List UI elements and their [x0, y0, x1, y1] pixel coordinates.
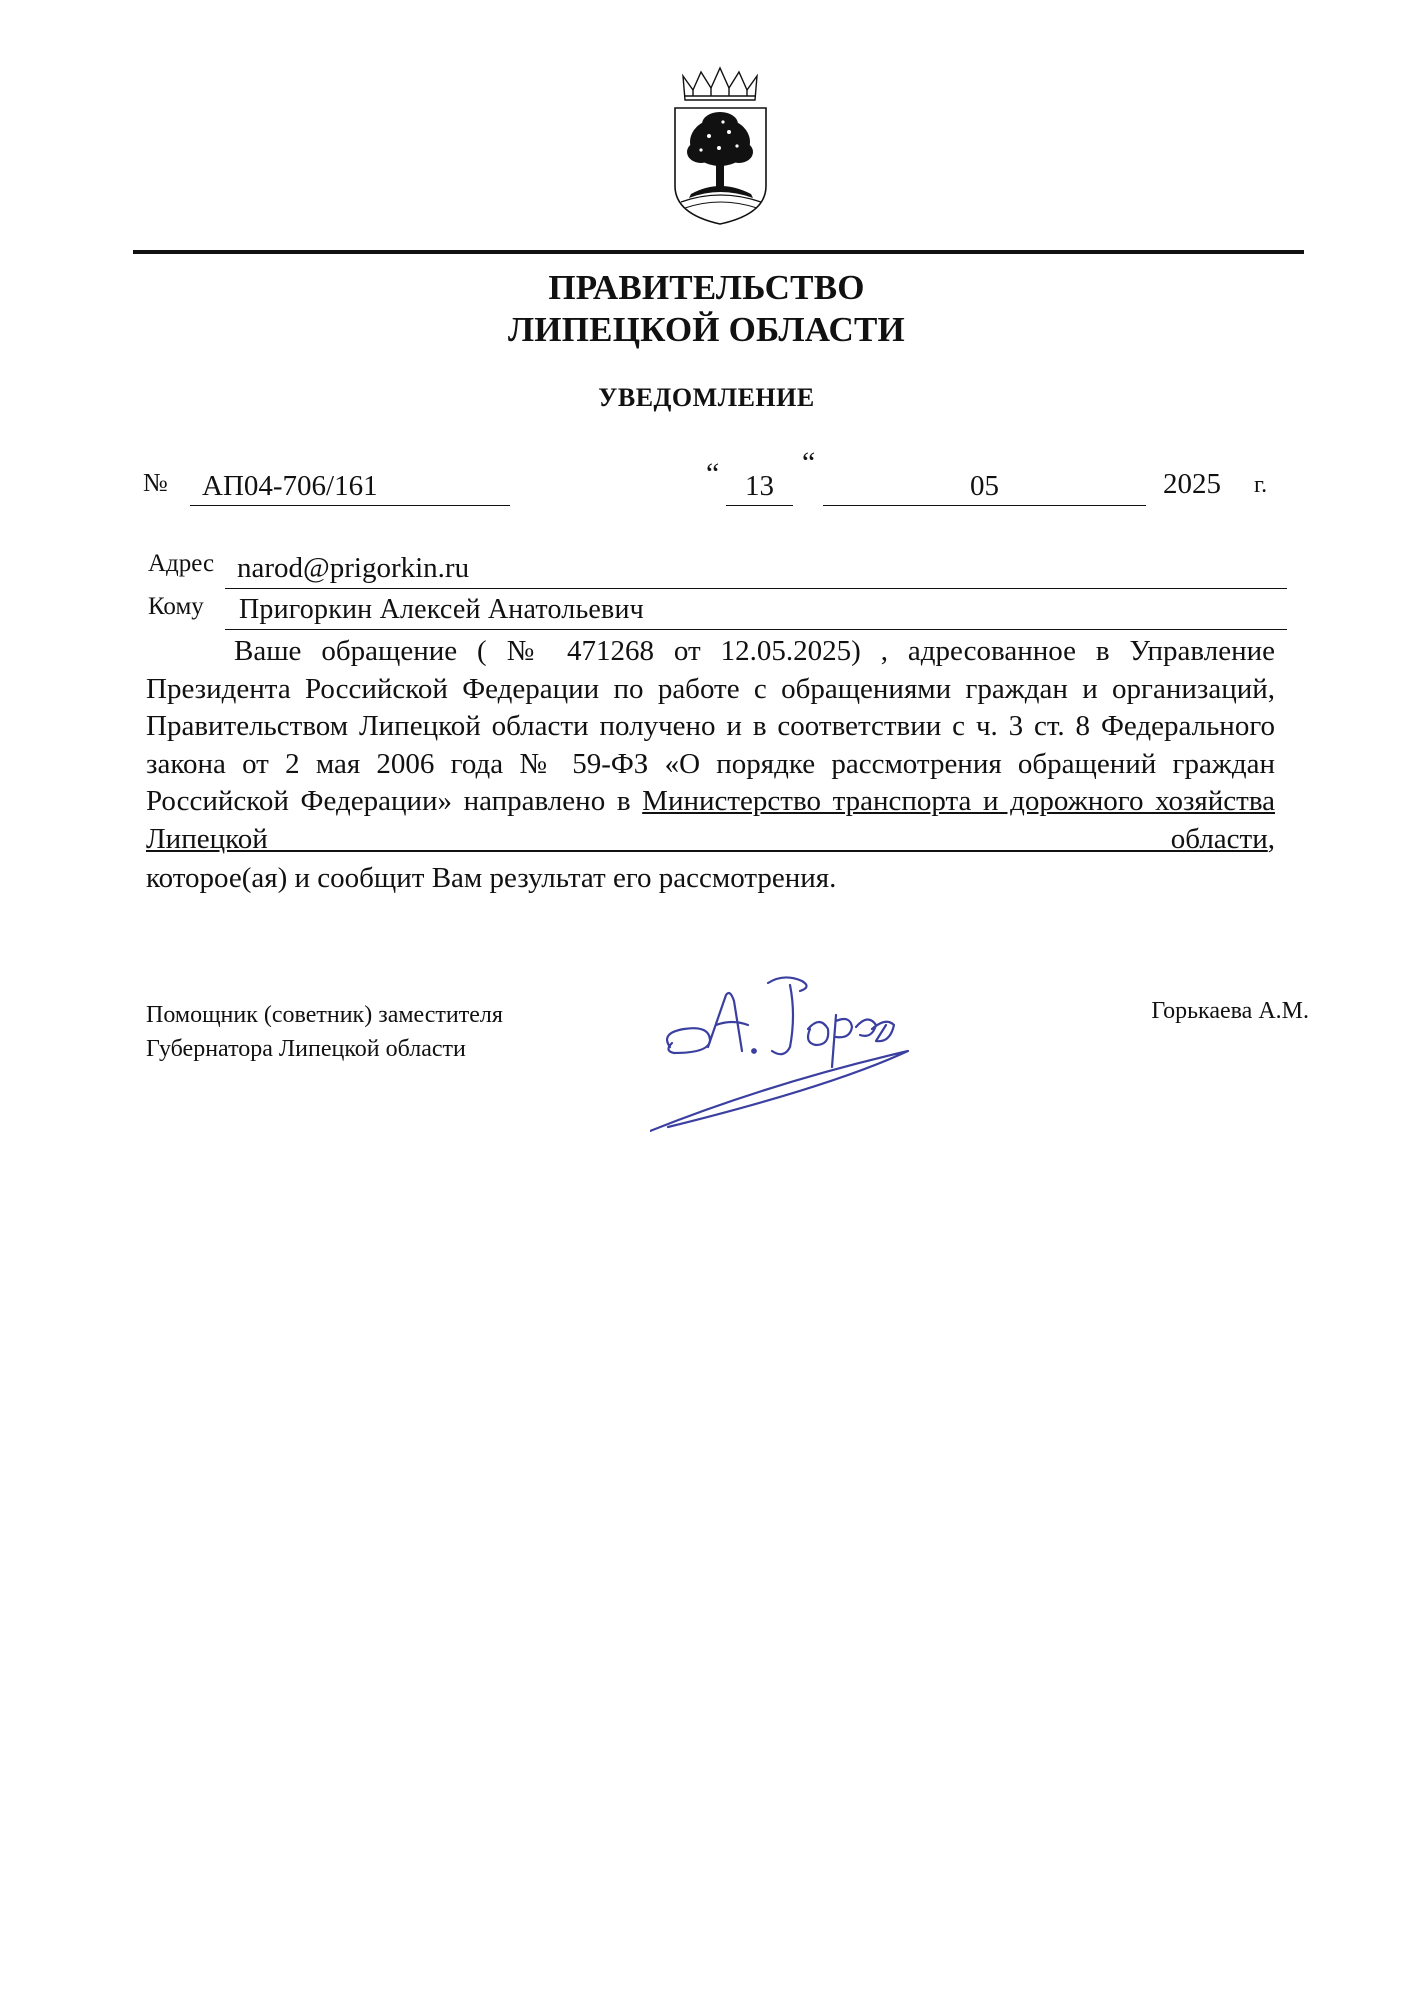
notification-body: [146, 633, 1275, 858]
header-divider: [133, 250, 1304, 254]
date-open-quote: “: [706, 457, 720, 490]
handwritten-signature: [650, 955, 940, 1135]
ministry-name: Министерство транспорта и дорожного хозяйства Липецкой области: [146, 785, 1275, 855]
signer-position-line2: Губернатора Липецкой области: [146, 1036, 466, 1062]
lipetsk-coat-of-arms-icon: [671, 66, 770, 226]
recipient-field: [225, 588, 1287, 630]
recipient-address: narod@prigorkin.ru: [237, 552, 470, 584]
body-text-last-line: которое(ая) и сообщит Вам результат его рассмотрения.: [146, 862, 837, 894]
government-title-line2: ЛИПЕЦКОЙ ОБЛАСТИ: [508, 310, 905, 349]
date-month: 05: [970, 470, 999, 502]
body-text-part1: Ваше обращение ( № 471268 от 12.05.2025) , адресованное в Управление Президента Российской Федерации по работе с обращениями граждан и организаций, Правительством Липецкой области получено и в соответствии с ч. 3 ст. 8 Федерального закона от 2 мая 2006 года № 59-ФЗ «О порядке рассмотрения обращений граждан Российской Федерации» направлено в: [146, 635, 1275, 817]
number-sign: №: [143, 468, 168, 497]
recipient-label: Кому: [148, 593, 204, 620]
body-text-part2: ,: [1267, 822, 1275, 855]
date-day: 13: [745, 470, 774, 502]
signer-position-line1: Помощник (советник) заместителя: [146, 1002, 503, 1028]
signer-position: [146, 998, 503, 1066]
address-label: Адрес: [148, 550, 215, 577]
date-day-field: [726, 470, 793, 506]
date-close-quote: “: [802, 446, 816, 479]
recipient-name: Пригоркин Алексей Анатольевич: [239, 594, 644, 625]
address-field: [225, 543, 1287, 589]
signer-name: Горькаева А.М.: [1151, 998, 1309, 1024]
date-year: 2025: [1163, 468, 1221, 500]
document-type-title: УВЕДОМЛЕНИЕ: [598, 383, 815, 412]
government-title-line1: ПРАВИТЕЛЬСТВО: [548, 268, 865, 307]
registration-number: АП04-706/161: [202, 470, 378, 502]
registration-number-field: [190, 470, 510, 506]
date-year-suffix: г.: [1254, 472, 1268, 498]
date-month-field: [823, 470, 1146, 506]
